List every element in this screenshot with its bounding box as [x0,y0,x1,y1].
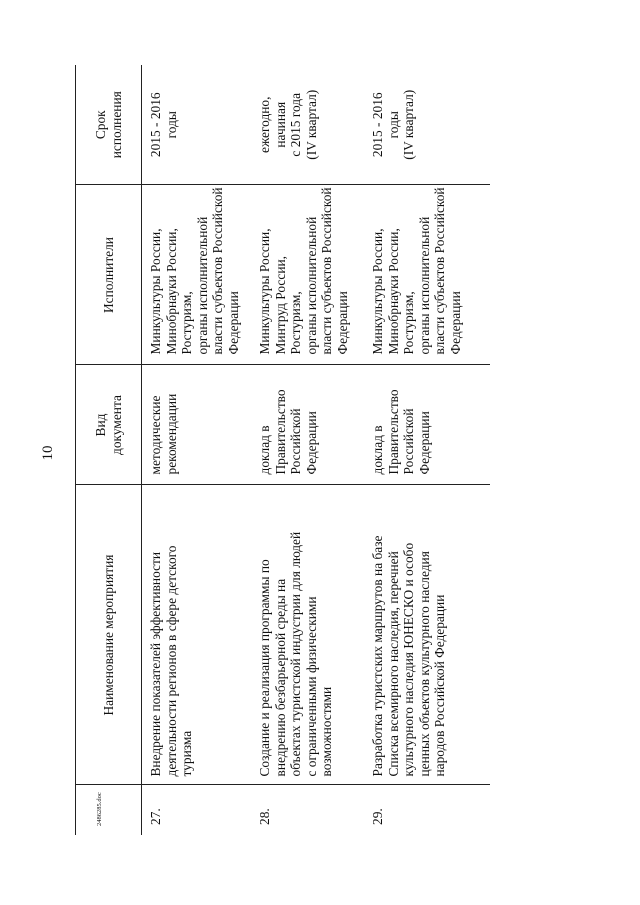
table-row [142,65,252,835]
text-line: деятельности регионов в сфере детского [163,545,179,777]
document-type [251,365,364,485]
measure-name [142,485,252,785]
text-line: органы исполнительной [303,216,319,355]
measure-name [364,485,490,785]
text-line: Федерации [416,411,432,475]
text-line: власти субъектов Российской [319,187,335,355]
text-line: органы исполнительной [194,216,210,355]
text-line: Срок [92,110,108,140]
text-line: годы [163,111,179,139]
text-line: документа [108,395,124,455]
document-type [364,365,490,485]
header-document-type [76,365,142,485]
text-line: Ростуризм, [288,291,304,355]
text-line: Ростуризм, [401,291,417,355]
text-line: Федерации [225,291,241,355]
header-deadline [76,65,142,185]
text-line: (IV квартал) [401,89,417,160]
header-number [76,785,142,835]
text-line: объектах туристской индустрии для людей [288,531,304,777]
table-row [364,65,490,835]
text-line: Внедрение показателей эффективности [148,551,163,777]
measure-name [251,485,364,785]
text-line: внедрению безбарьерной среды на [272,578,288,777]
text-line: Федерации [447,291,463,355]
text-line: (IV квартал) [303,89,319,160]
text-line: Вид [92,413,108,437]
row-number: 29. [370,808,385,825]
text-line: ежегодно, [257,96,272,153]
text-line: власти субъектов Российской [210,187,226,355]
text-line: Федерации [303,411,319,475]
text-line: народов Российской Федерации [432,594,448,777]
text-line: исполнения [108,91,124,159]
text-line: Российской [288,408,304,475]
row-number: 27. [148,808,163,825]
table-row [251,65,364,835]
text-line: власти субъектов Российской [432,187,448,355]
document-type [142,365,252,485]
text-line: доклад в [370,425,385,475]
text-line: методические [148,395,163,475]
rotated-table-container [75,65,475,835]
text-line: ценных объектов культурного наследия [416,551,432,777]
text-line: Ростуризм, [179,291,195,355]
text-line: Минобрнауки России, [385,228,401,355]
text-line: туризма [179,730,195,777]
text-line: Минобрнауки России, [163,228,179,355]
executors [364,185,490,365]
text-line: Списка всемирного наследия, перечней [385,551,401,777]
text-line: Разработка туристских маршрутов на базе [370,535,385,777]
deadline [364,65,490,185]
text-line: культурного наследия ЮНЕСКО и особо [401,542,417,777]
text-line: годы [385,111,401,139]
executors [251,185,364,365]
text-line: Создание и реализация программы по [257,559,272,777]
deadline [251,65,364,185]
text-line: 2015 - 2016 [148,92,163,158]
text-line: начиная [272,101,288,148]
text-line: Минкультуры России, [257,228,272,355]
text-line: органы исполнительной [416,216,432,355]
page-number: 10 [40,445,56,461]
header-executors: Исполнители [76,185,142,365]
text-line: доклад в [257,425,272,475]
text-line: Российской [401,408,417,475]
document-id: 2486285.doc [96,792,103,826]
text-line: Минтруд России, [272,256,288,355]
deadline [142,65,252,185]
text-line: рекомендации [163,393,179,475]
text-line: с ограниченными физическими [303,596,319,777]
row-number: 28. [257,808,272,825]
text-line: Правительство [385,389,401,475]
text-line: Правительство [272,389,288,475]
header-name: Наименование мероприятия [76,485,142,785]
text-line: Минкультуры России, [370,228,385,355]
measures-table [75,65,490,835]
executors [142,185,252,365]
text-line: Федерации [334,291,350,355]
text-line: Минкультуры России, [148,228,163,355]
text-line: возможностями [319,686,335,777]
text-line: с 2015 года [288,92,304,157]
text-line: 2015 - 2016 [370,92,385,158]
table-header-row [76,65,142,835]
